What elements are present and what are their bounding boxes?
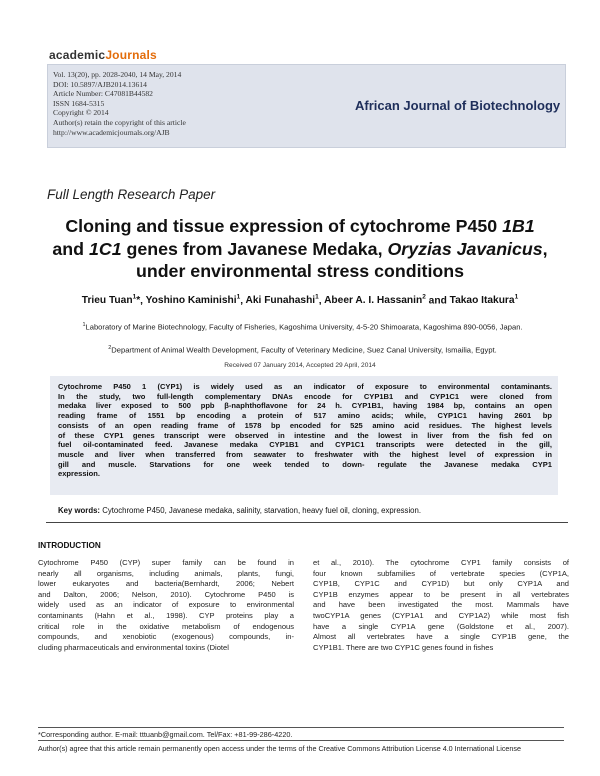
body-column-left [38, 558, 294, 653]
body-column-right [313, 558, 569, 653]
received-dates: Received 07 January 2014, Accepted 29 April, 2014 [224, 362, 376, 369]
title-italic-part: 1C1 [88, 238, 122, 259]
article-meta [53, 70, 186, 137]
keywords [58, 506, 421, 515]
title-italic-part: Oryzias Javanicus [387, 238, 543, 259]
body-line: CYP1B1. There are two CYP1C genes found in fishes [313, 642, 494, 652]
meta-copyright: Copyright © 2014 [53, 108, 109, 118]
section-heading-introduction: INTRODUCTION [38, 541, 101, 550]
author: Yoshino Kaminishi$^1$ [145, 294, 241, 307]
body-line: widely used as an indicator of exposure to environmental [38, 600, 294, 610]
author-list: Trieu Tuan$^1$*, Yoshino Kaminishi$^1$, Aki Funahashi$^1$, Abeer A. I. Hassanin$^2$ and Takao Itakura$^1$ [81, 294, 519, 307]
author: Aki Funahashi$^1$ [245, 294, 319, 307]
abstract-line: consists of an open reading frame of 1578 bp encoded for 525 amino acid residues. The highest levels [58, 420, 552, 430]
body-line: have a single CYP1A gene (Goldstone et al., 2007). [313, 621, 569, 631]
body-line: four known subfamilies of vertebrate species (CYP1A, [313, 568, 569, 578]
abstract-line: of these CYP1 genes transcript were observed in intestine and the lowest in liver from the fish fed on [58, 430, 552, 440]
footnote-divider [38, 740, 564, 741]
title-part: Cloning and tissue expression of cytochrome P450 [65, 216, 503, 236]
corresponding-author: *Corresponding author. E-mail: tttuanb@gmail.com. Tel/Fax: +81-99-286-4220. [38, 730, 293, 739]
affiliation-2: $^2$Department of Animal Wealth Development, Faculty of Veterinary Medicine, Suez Canal University, Ismailia, Egypt. [108, 345, 497, 355]
divider [46, 522, 568, 523]
title-part: and [52, 238, 89, 259]
body-line: nearly all organisms, including animals, plants, fungi, [38, 568, 294, 578]
meta-doi: DOI: 10.5897/AJB2014.13614 [53, 79, 147, 89]
keywords-text: Cytochrome P450, Javanese medaka, salinity, starvation, heavy fuel oil, cloning, expression. [100, 506, 422, 515]
body-line: cluding pharmaceuticals and environmental toxins (Diotel [38, 642, 229, 652]
abstract-line: expression. [58, 469, 100, 479]
abstract-line: fuel oil-contaminated feed. Javanese medaka CYP1B1 and CYP1C1 transcripts were detected in the gill, [58, 440, 552, 450]
body-line: and Dalton, 2006; Nelson, 2010). Cytochrome P450 is [38, 589, 294, 599]
author: Takao Itakura$^1$ [449, 294, 519, 307]
meta-volume: Vol. 13(20), pp. 2028-2040, 14 May, 2014 [53, 70, 182, 79]
keywords-label: Key words: [58, 506, 101, 515]
abstract-line: gill and muscle. Starvations for one week tended to down- regulate the Javanese medaka CYP1 [58, 459, 552, 469]
body-line: and have been investigated the most. Mammals have [313, 600, 569, 610]
title-part: genes from Javanese Medaka, [121, 238, 388, 259]
author: Abeer A. I. Hassanin$^2$ [324, 294, 426, 307]
body-line: Almost all vertebrates have a single CYP1B gene, the [313, 632, 569, 642]
footnote-divider [38, 727, 564, 728]
paper-type: Full Length Research Paper [47, 187, 216, 202]
body-line: twoCYP1A genes (CYP1A1 and CYP1A2) while most fish [313, 610, 569, 620]
body-line: lower eukaryotes and bacteria(Bernhardt, 2006; Nebert [38, 579, 294, 589]
logo-part-1: academic [49, 48, 106, 62]
body-line: CYP1B, CYP1C and CYP1D) but only CYP1A and [313, 579, 569, 589]
abstract-line: reading frame of 1551 bp encoding a protein of 517 amino acids; while, CYP1C1 having 2601 bp [58, 411, 552, 421]
author: Trieu Tuan$^1$* [81, 294, 141, 307]
affiliation-1: $^1$Laboratory of Marine Biotechnology, Faculty of Fisheries, Kagoshima University, 4-5-20 Shimoarata, Kagoshima 890-0056, Japan. [82, 322, 523, 332]
body-line: contaminants (Hahn et al., 1998). CYP proteins play a [38, 610, 294, 620]
body-line: compounds, and xenobiotic (exogenous) compounds, in- [38, 632, 294, 642]
title-italic-part: 1B1 [502, 216, 535, 236]
abstract [58, 382, 552, 479]
journal-name: African Journal of Biotechnology [355, 98, 561, 113]
meta-url[interactable]: http://www.academicjournals.org/AJB [53, 127, 170, 137]
license-note: Author(s) agree that this article remain permanently open access under the terms of the Creative Commons Attribution License 4.0 International License [38, 744, 522, 753]
meta-issn: ISSN 1684-5315 [53, 98, 105, 108]
abstract-line: medaka liver exposed to 500 ppb β-naphthoflavone for 24 h. CYP1B1, having 1984 bp, contains an open [58, 401, 552, 411]
body-line: Cytochrome P450 (CYP) super family can be found in [38, 558, 294, 567]
body-line: critical role in the oxidative metabolism of endogenous [38, 621, 294, 631]
abstract-line: muscle and liver when transferred from seawater to freshwater with the highest level of expression in [58, 449, 552, 459]
title-part: , under environmental stress conditions [135, 238, 548, 281]
logo-part-2: Journals [105, 48, 157, 62]
body-line: CYP1B enzymes appear to be present in all vertebrates [313, 589, 569, 599]
meta-article-number: Article Number: C47081B44582 [53, 89, 153, 99]
abstract-line: Cytochrome P450 1 (CYP1) is widely used as an indicator of exposure to environmental contaminants. [58, 382, 552, 391]
abstract-line: In the study, two full-length complementary DNAs encode for CYP1B1 and CYP1C1 were cloned from [58, 391, 552, 401]
body-line: et al., 2010). The cytochrome CYP1 family consists of [313, 558, 569, 567]
journal-logo [49, 48, 157, 62]
meta-rights: Author(s) retain the copyright of this article [53, 117, 186, 127]
paper-title [40, 215, 560, 283]
